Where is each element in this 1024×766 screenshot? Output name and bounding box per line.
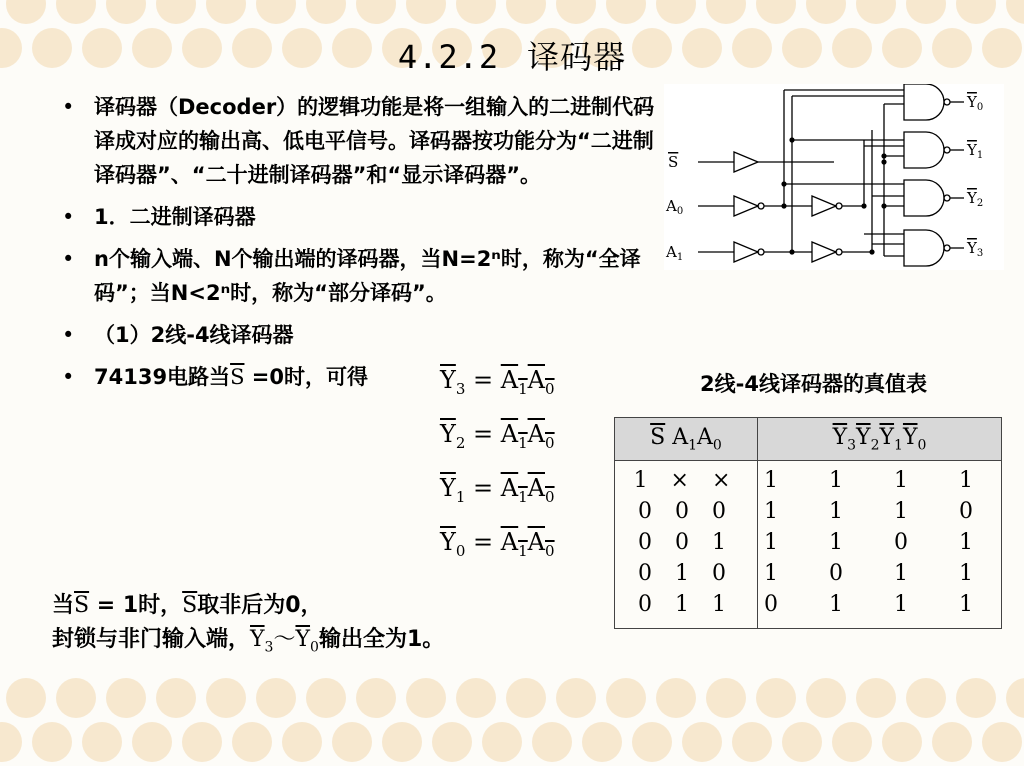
- table-row-inputs: 0 0 0: [638, 499, 734, 524]
- output-label-y3: $Y_3$: [967, 239, 984, 259]
- truth-table-body: [615, 461, 1002, 629]
- table-row-outputs: 1 1 1 0: [764, 499, 995, 524]
- input-label-s: S: [668, 153, 679, 171]
- equation-y2: $\overline{Y}_2 = A_1A_0$: [440, 420, 555, 452]
- table-row-outputs: 1 0 1 1: [764, 561, 995, 586]
- bullet-74139-condition: • 74139电路当$\overline{S} =0$时，可得: [58, 360, 658, 394]
- bullet-decoder-definition: • 译码器（Decoder）的逻辑功能是将一组输入的二进制代码译成对应的输出高、低电平信号。译码器按功能分为“二进制译码器”、“二十进制译码器”和“显示译码器”。: [58, 90, 658, 192]
- table-row-outputs: 1 1 1 1: [764, 468, 995, 493]
- table-row-outputs: 1 1 0 1: [764, 530, 995, 555]
- header-outputs: $\overline{Y}_3\overline{Y}_2\overline{Y}_1\overline{Y}_0$: [758, 418, 1002, 461]
- output-label-y1: $Y_1$: [967, 141, 984, 161]
- table-row-inputs: 0 0 1: [638, 530, 734, 555]
- table-row-outputs: 0 1 1 1: [764, 592, 995, 617]
- output-label-y0: $Y_0$: [967, 93, 984, 113]
- title-text: 译码器: [527, 38, 627, 76]
- bottom-line-1: 当$\overline{S} = 1$时，$\overline{S}$取非后为0，: [52, 593, 323, 618]
- output-label-y2: $Y_2$: [967, 189, 984, 209]
- truth-table: [614, 417, 1002, 629]
- header-inputs: $\overline{S}$ $A_1A_0$: [615, 418, 758, 461]
- bullet-2to4-decoder: • （1）2线-4线译码器: [58, 318, 658, 352]
- bullet-list: [58, 90, 658, 402]
- truth-table-title: 2线-4线译码器的真值表: [700, 372, 927, 396]
- bottom-line-2: 封锁与非门输入端，$\overline{Y}_3\sim\overline{Y}_0$输出全为1。: [52, 627, 445, 656]
- table-row-inputs: 0 1 1: [638, 592, 734, 617]
- truth-table-header: [615, 418, 1002, 461]
- equation-y1: $\overline{Y}_1 = A_1A_0$: [440, 474, 555, 506]
- section-number: 4.2.2: [397, 38, 500, 76]
- input-label-a1: $A_1$: [666, 243, 684, 263]
- decoder-logic-circuit: [664, 84, 1004, 270]
- equation-y3: $\overline{Y}_3 = A_1A_0$: [440, 366, 555, 398]
- outputs-column: [758, 461, 1002, 629]
- equation-y0: $\overline{Y}_0 = A_1A_0$: [440, 528, 555, 560]
- inputs-column: [615, 461, 758, 629]
- input-label-a0: $A_0$: [666, 197, 684, 217]
- signal-s-bar: $\overline{S}$: [230, 365, 245, 389]
- slide-title: [0, 32, 1024, 78]
- table-row-inputs: 1 × ×: [633, 468, 739, 493]
- bullet-full-decoding: • n个输入端、N个输出端的译码器，当N=2ⁿ时，称为“全译码”；当N<2ⁿ时，称为“部分译码”。: [58, 242, 658, 310]
- table-row-inputs: 0 1 0: [638, 561, 734, 586]
- bullet-binary-decoder: • 1．二进制译码器: [58, 200, 658, 234]
- bottom-dot-border: [0, 672, 1024, 766]
